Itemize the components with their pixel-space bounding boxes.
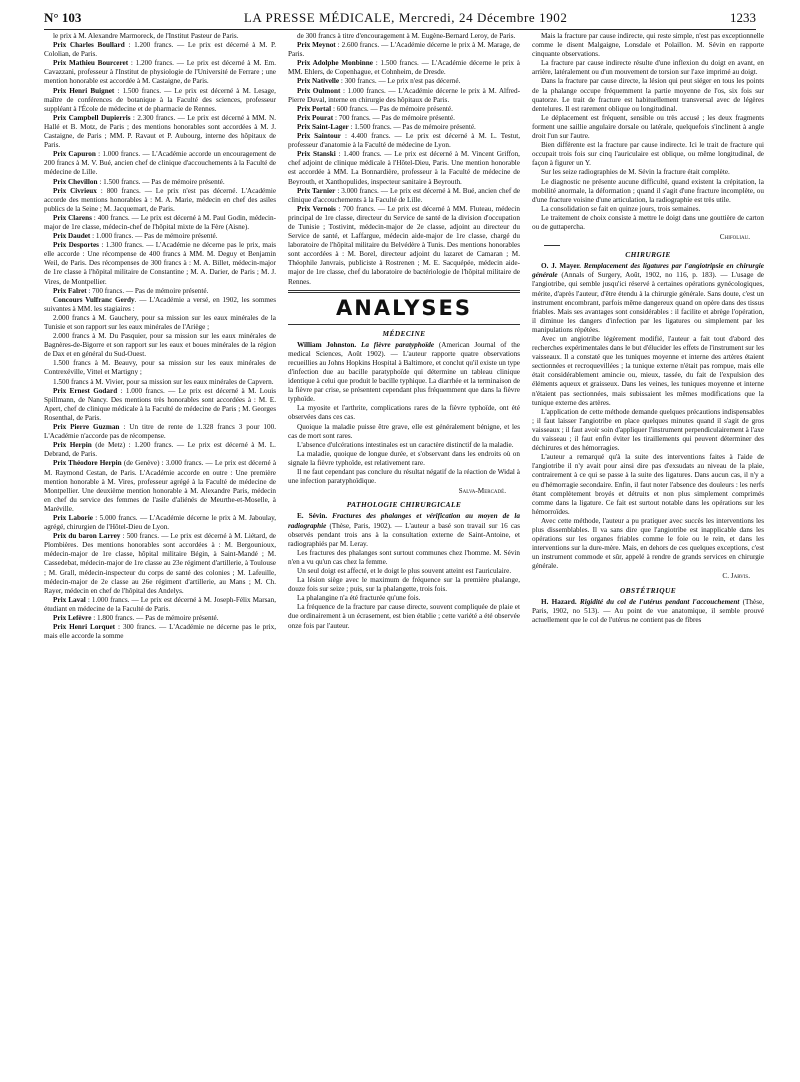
- paragraph: [44, 459, 276, 514]
- paragraph-text: : 1.000 francs. — Le prix est décerné à M. Joseph-Félix Marsan, étudiant en médecine de la Faculté de Paris.: [44, 595, 276, 613]
- paragraph-lead: Prix du baron Larrey: [53, 532, 121, 541]
- paragraph-text: Le traitement de choix consiste à mettre le doigt dans une gouttière de carton ou de guttapercha.: [532, 213, 764, 231]
- paragraph: [288, 423, 520, 441]
- paragraph-lead: Prix Saint-Lager: [297, 122, 349, 131]
- paragraph-text: Un seul doigt est affecté, et le doigt le plus souvent atteint est l'auriculaire.: [297, 566, 512, 575]
- paragraph: [44, 596, 276, 614]
- paragraph-lead: Prix Nativelle: [297, 77, 340, 86]
- paragraph-text: La consolidation se fait en quinze jours, trois semaines.: [541, 204, 701, 213]
- paragraph-text: La lésion siège avec le maximum de fréquence sur la première phalange, douze fois sur seize ; puis, sur la phalangette, trois fois.: [288, 576, 520, 594]
- paragraph: [288, 549, 520, 567]
- paragraph-lead: Prix Stanski: [297, 150, 336, 159]
- paragraph-lead: Prix Mathieu Bourceret: [53, 59, 129, 68]
- journal-title: LA PRESSE MÉDICALE, Mercredi, 24 Décembre 1902: [243, 9, 568, 25]
- paragraph-lead: Prix Herpin: [53, 441, 92, 450]
- paragraph-lead: William Johnston.: [297, 340, 357, 349]
- paragraph: [288, 404, 520, 422]
- paragraph: [44, 214, 276, 232]
- paragraph-text: : 1.400 francs. — Le prix est décerné à M. Vincent Griffon, chef adjoint de clinique médicale à l'Hôtel-Dieu, Paris. Une mention honorable est accordée à MM. La Bonnardière, professeur à la Faculté de médecine de Beyrouth, et Xanthopulides, inspecteur sanitaire à Beyrouth.: [288, 150, 520, 186]
- paragraph: [44, 359, 276, 377]
- paragraph-text: L'auteur a remarqué qu'à la suite des interventions faites à l'aide de l'angiotribe il n'y avait pour ainsi dire pas d'exsudats au niveau de la plaie, contrairement à ce qui se passe à la suite des ligatures. Dans aucun cas, il n'y a eu d'hémorragie secondaire. Enfin, il faut noter l'absence des douleurs : les nerfs étant complètement broyés et détruits et non plus simplement comprimés comme dans la ligature. Ce fait est surtout notable dans les opérations sur les hémorroïdes.: [532, 453, 764, 516]
- paragraph-text: Le déplacement est fréquent, sensible ou très accusé ; les deux fragments forment une saillie angulaire dorsale ou latérale, quelquefois s'inclinent à angle droit l'un sur l'autre.: [532, 113, 764, 141]
- paragraph-text: 2.000 francs à M. Gauchery, pour sa mission sur les eaux minérales de la Tunisie et son rapport sur les eaux minérales de l'Ariège ;: [44, 313, 276, 331]
- paragraph: [288, 576, 520, 594]
- paragraph-text: Quoique la maladie puisse être grave, elle est généralement bénigne, et les cas de mort sont rares.: [288, 422, 520, 440]
- article-title: Remplacement des ligatures par l'angiotripsie en chirurgie générale: [532, 262, 764, 280]
- paragraph-text: Sur les seize radiographies de M. Sévin la fracture était complète.: [541, 168, 730, 177]
- paragraph: [44, 287, 276, 296]
- paragraph-text: : 800 francs. — Le prix n'est pas décerné. L'Académie accorde des mentions honorables à : M. A. Marie, médecin en chef des asiles publics de la Seine ; M. Jacquemart, de Paris.: [44, 186, 276, 213]
- prize-list-2: [288, 32, 520, 287]
- paragraph-text: : 300 francs. — Le prix n'est pas décerné.: [339, 77, 461, 86]
- paragraph: [288, 468, 520, 486]
- page-header: [44, 6, 756, 30]
- paragraph: [288, 123, 520, 132]
- paragraph: [44, 178, 276, 187]
- paragraph-lead: Prix Falret: [53, 286, 87, 295]
- paragraph-text: Dans la fracture par cause directe, la lésion qui peut siéger en tous les points de la phalange occupe fréquemment la partie moyenne de l'os, six fois sur quatorze. Le trait de fracture est habituellement transversal avec de légères dentelures. Il est rarement oblique ou longitudinal.: [532, 77, 764, 113]
- paragraph-text: : 500 francs. — Le prix est décerné à M. Liétard, de Plombières. Des mentions honorables sont accordées à : M. Bergounioux, médecin-major de 1re classe, hôpital militaire Bégin, à Saint-Mandé ; M. Cassedebat, médecin-major de 1re classe au 23e régiment d'artillerie, à Toulouse ; M. Grall, médecin-inspecteur du corps de santé des colonies ; M. Lafeuille, médecin-major de 2e classe au 26e régiment d'artillerie, au Mans ; M. Ch. Rayer, médecin en chef de l'hôpital des Andelys.: [44, 532, 276, 595]
- section-obstetrique: OBSTÉTRIQUE: [619, 585, 677, 595]
- paragraph-lead: Prix Civrieux: [53, 186, 97, 195]
- paragraph: [532, 598, 764, 625]
- paragraph-text: Les fractures des phalanges sont surtout communes chez l'homme. M. Sévin n'en a vu qu'un cas chez la femme.: [288, 548, 520, 566]
- paragraph-text: L'application de cette méthode demande quelques précautions indispensables ; il faut laisser l'angiotribe en place quelques minutes quand il s'agit de gros vaisseaux ; il faut avoir soin d'appliquer l'instrument perpendiculairement à l'axe du vaisseau ; il faut enfin éviter les tiraillements qui peuvent déterminer des déchirures et des hémorragies.: [532, 407, 764, 453]
- paragraph: [288, 441, 520, 450]
- paragraph-lead: Prix Adolphe Monbinne: [297, 59, 373, 68]
- paragraph: [532, 262, 764, 335]
- paragraph-text: : 1.000 francs. — Pas de mémoire présenté.: [90, 232, 218, 241]
- paragraph-text: : 1.000 francs. — Le prix est décerné à M. Louis Spillmann, de Nancy. Des mentions très honorables sont accordées à : M. E. Apert, chef de clinique médicale à la Faculté de médecine de Paris ; M. Georges Rosenthal, de Paris.: [44, 386, 276, 422]
- paragraph: [288, 150, 520, 186]
- paragraph-lead: Prix Oulmont: [297, 86, 341, 95]
- paragraph-text: Bien différente est la fracture par cause indirecte. Ici le trait de fracture qui occupait trois fois sur cinq l'auriculaire est oblique, ou même longitudinal, de façon à figurer un Y.: [532, 141, 764, 168]
- paragraph-text: : 700 francs. — Pas de mémoire présenté.: [333, 113, 455, 122]
- paragraph-text: : 1.000 francs. — L'Académie décerne le prix à M. Alfred-Pierre Duval, interne en chirurgie des hôpitaux de Paris.: [288, 86, 520, 104]
- section-chirurgie: CHIRURGIE: [625, 250, 671, 260]
- paragraph-lead: Prix Meynot: [297, 41, 336, 50]
- paragraph: [44, 623, 276, 641]
- analyses-heading: ANALYSES: [336, 295, 472, 320]
- article-sevin: [288, 512, 520, 630]
- paragraph-lead: Prix Clarens: [53, 213, 92, 222]
- paragraph-lead: Prix Vernois: [297, 204, 336, 213]
- paragraph-text: Mais la fracture par cause indirecte, qui reste simple, n'est pas exceptionnelle comme le disent Malgaigne, Lonsdale et Polaillon. M. Sévin en rapporte cinquante observations.: [532, 32, 764, 59]
- heading-divider: [288, 324, 520, 325]
- paragraph-text: Le diagnostic ne présente aucune difficulté, quand existent la crépitation, la mobilité anormale, la déformation ; quand il s'agit d'une fracture incomplète, ou d'une fracture voisine d'une articulation, la radiographie est très utile.: [532, 177, 764, 204]
- paragraph-text: (Annals of Surgery, Août, 1902, no 116, p. 183). — L'usage de l'angiotribe, qui semble jusqu'ici réservé à certaines opérations gynécologiques, mérite, d'après l'auteur, d'être étendu à la chirurgie générale. Sans doute, c'est un instrument encombrant, parfois même dangereux quand on opère dans des tissus friables. Mais ses avantages sont considérables : il facilite et abrège l'opération, il diminue les dangers d'infection par les ligatures ou simplement par les manipulations répétées.: [532, 271, 764, 334]
- paragraph: [44, 296, 276, 314]
- section-divider: [288, 290, 520, 293]
- paragraph-text: Il ne faut cependant pas conclure du résultat négatif de la réaction de Widal à une infection paratyphoïdique.: [288, 468, 520, 486]
- paragraph: [532, 205, 764, 214]
- paragraph: [288, 450, 520, 468]
- paragraph: [288, 59, 520, 77]
- paragraph-text: : 1.200 francs. — Le prix est décerné à M. P. Cololian, de Paris.: [44, 41, 276, 59]
- paragraph-lead: H. Hazard.: [541, 597, 577, 606]
- article-title: Fractures des phalanges et vérification au moyen de la radiographie: [288, 512, 520, 530]
- paragraph-lead: Prix Henri Buignet: [53, 86, 115, 95]
- paragraph-lead: Prix Campbell Dupierris: [53, 113, 131, 122]
- paragraph: [44, 314, 276, 332]
- article-sevin-continued: [532, 32, 764, 232]
- column-middle: [288, 32, 520, 1076]
- paragraph: [532, 59, 764, 77]
- paragraph-lead: Prix Daudet: [53, 232, 91, 241]
- paragraph-text: (Thèse, Paris, 1902, no 513). — Au point de vue anatomique, il semble prouvé actuellement que le col de l'utérus ne contient pas de fibres: [532, 597, 764, 624]
- paragraph-text: : 1.000 francs. — L'Académie accorde un encouragement de 200 francs à M. V. Bué, ancien chef de clinique d'accouchements à la Faculté de médecine de Lille.: [44, 150, 276, 177]
- column-left: [44, 32, 276, 1076]
- paragraph: [532, 335, 764, 408]
- paragraph-lead: E. Sévin.: [297, 512, 328, 521]
- paragraph: [288, 32, 520, 41]
- paragraph-text: (de Metz) : 1.200 francs. — Le prix est décerné à M. L. Debrand, de Paris.: [44, 441, 276, 459]
- paragraph-text: : 400 francs. — Le prix est décerné à M. Paul Godin, médecin-major de 1re classe, médecin-chef de l'hôpital mixte de la Fère (Aisne).: [44, 213, 276, 231]
- paragraph-lead: Prix Laborie: [53, 513, 93, 522]
- article-title: La fièvre paratyphoïde: [356, 340, 435, 349]
- paragraph: [532, 178, 764, 205]
- paragraph-text: (American Journal of the medical Sciences, Août 1902). — L'auteur rapporte quatre observations recueillies au Johns Hopkins Hospital à Baltimore, et conclut qu'il existe un type d'infection due au bacille paratyphoïde qui détermine un tableau clinique identique à celui que produit le bacille typhique. La diarrhée et la terminaison de la fièvre par crise, se présentent cependant plus fréquemment que dans la fièvre typhoïde.: [288, 340, 520, 404]
- paragraph: [44, 187, 276, 214]
- prize-list-1: [44, 32, 276, 641]
- paragraph: [532, 32, 764, 59]
- paragraph: [288, 205, 520, 287]
- article-title: Rigidité du col de l'utérus pendant l'accouchement: [576, 597, 740, 606]
- issue-number: N° 103: [44, 9, 82, 25]
- column-right: [532, 32, 764, 1076]
- paragraph: [44, 41, 276, 59]
- paragraph-text: 1.500 francs à M. Vivier, pour sa mission sur les eaux minérales de Capvern.: [53, 377, 274, 386]
- paragraph-text: 2.000 francs à M. Du Pasquier, pour sa mission sur les eaux minérales de Bagnères-de-Bigorre et son rapport sur les eaux et boues minérales de la région de Dax et en général du Sud-Ouest.: [44, 332, 276, 359]
- paragraph-lead: Prix Chevillon: [53, 177, 98, 186]
- paragraph-lead: Prix Lefèvre: [53, 614, 92, 622]
- paragraph: [288, 114, 520, 123]
- paragraph-text: : 2.300 francs. — Le prix est décerné à MM. N. Hallé et B. Motz, de Paris ; des mentions honorables sont accordées à M. J. Castaigne, de Paris ; MM. P. Ravaut et P. Aubourg, interne des hôpitaux de Paris.: [44, 113, 276, 150]
- paragraph: [44, 32, 276, 41]
- paragraph: [288, 132, 520, 150]
- paragraph-text: : 600 francs. — Pas de mémoire présenté.: [331, 104, 453, 113]
- paragraph-text: (Thèse, Paris, 1902). — L'auteur a basé son travail sur 16 cas observés pendant trois ans à la consultation externe de Saint-Antoine, et radiographiés par M. Leray.: [288, 521, 520, 548]
- paragraph: [44, 441, 276, 459]
- paragraph: [288, 341, 520, 405]
- article-johnston: [288, 341, 520, 487]
- paragraph-lead: O. J. Mayer.: [541, 262, 581, 271]
- paragraph: [44, 387, 276, 423]
- paragraph-text: Avec un angiotribe légèrement modifié, l'auteur a fait tout d'abord des recherches expérimentales dans le but d'élucider les effets de l'instrument sur les vaisseaux. Il a constaté que les tuniques moyenne et interne des artères étaient sectionnées et recroquevillées ; la tunique externe n'était pas rompue, mais elle était considérablement amincie ou, mieux, tassée, du fait de l'expulsion des éléments aqueux et graisseux. Dans les veines, les tuniques moyenne et interne n'étaient pas sectionnées, mais subissaient les mêmes modifications que la tunique externe des artères.: [532, 335, 764, 407]
- paragraph-lead: Prix Charles Boullard: [53, 41, 125, 50]
- paragraph-text: : 300 francs. — L'Académie ne décerne pas le prix, mais elle accorde la somme: [44, 623, 276, 641]
- paragraph: [44, 614, 276, 623]
- paragraph-text: : 1.500 francs. — Le prix est décerné à M. Lesage, maître de conférences de botanique à la Faculté des sciences, professeur suppléant à l'École de médecine et de pharmacie de Rennes.: [44, 86, 276, 113]
- paragraph: [288, 603, 520, 630]
- paragraph-text: : 1.500 francs. — Pas de mémoire présenté.: [348, 122, 476, 131]
- article-mayer: [532, 262, 764, 571]
- paragraph: [44, 114, 276, 150]
- paragraph-lead: Prix Capuron: [53, 150, 96, 159]
- paragraph-text: 1.500 francs à M. Beauvy, pour sa mission sur les eaux minérales de Contrexéville, Vittel et Martigny ;: [44, 359, 276, 377]
- paragraph-text: : 1.500 francs. — Pas de mémoire présenté.: [97, 177, 225, 186]
- paragraph: [44, 59, 276, 86]
- paragraph-text: . — L'Académie a versé, en 1902, les sommes suivantes à MM. les stagiaires :: [44, 295, 276, 313]
- paragraph: [288, 594, 520, 603]
- paragraph: [532, 168, 764, 177]
- paragraph-text: : 2.600 francs. — L'Académie décerne le prix à M. Marage, de Paris.: [288, 41, 520, 59]
- signature-salva: Salva-Mercadé.: [458, 487, 506, 496]
- paragraph: [532, 408, 764, 453]
- paragraph: [44, 514, 276, 532]
- section-medecine: MÉDECINE: [382, 328, 426, 338]
- paragraph: [44, 232, 276, 241]
- paragraph: [288, 512, 520, 548]
- paragraph-text: : 1.800 francs. — Pas de mémoire présenté.: [91, 614, 219, 622]
- paragraph-lead: Prix Henri Lorquet: [53, 623, 116, 632]
- page-number: 1233: [729, 9, 756, 25]
- paragraph: [288, 77, 520, 86]
- signature-chifoliau: Chifoliau.: [719, 233, 750, 242]
- paragraph-text: : 1.300 francs. — L'Académie ne décerne pas le prix, mais elle accorde : Une récompense de 400 francs à MM. M. Deguy et Benjamin Weil, de Paris. Des récompenses de 300 francs à : M. A. Billet, médecin-major de 1re classe à l'hôpital militaire de Constantine ; M. A. Darier, de Paris ; M. J. Vires, de Montpellier.: [44, 241, 276, 286]
- paragraph-lead: Concours Vulfranc Gerdy: [53, 295, 135, 304]
- paragraph: [532, 517, 764, 572]
- paragraph: [44, 150, 276, 177]
- paragraph-text: : 3.000 francs. — Le prix est décerné à M. Bué, ancien chef de clinique d'accouchements à la Faculté de Lille.: [288, 186, 520, 204]
- paragraph: [44, 87, 276, 114]
- paragraph-text: : 700 francs. — Pas de mémoire présenté.: [86, 286, 209, 295]
- paragraph: [532, 453, 764, 517]
- paragraph-text: L'absence d'ulcérations intestinales est un caractère distinctif de la maladie.: [297, 440, 514, 449]
- paragraph-text: La maladie, quoique de longue durée, et s'observant dans les endroits où on signale la fièvre typhoïde, est relativement rare.: [288, 449, 520, 467]
- paragraph: [288, 41, 520, 59]
- paragraph: [44, 423, 276, 441]
- paragraph-text: Avec cette méthode, l'auteur a pu pratiquer avec succès les interventions les plus dissemblables. Il va sans dire que l'angiotribe est inapplicable dans les opérations sur les organes friables comme le foie ou le rein, et dans les interventions sur la dure-mère. Mais, en dehors de ces quelques exceptions, c'est un instrument commode et sûr, appelé à rendre de grands services en chirurgie générale.: [532, 516, 764, 571]
- article-hazard: [532, 598, 764, 625]
- paragraph: [44, 378, 276, 387]
- small-divider: [544, 245, 560, 246]
- signature-jarvis: C. Jarvis.: [722, 572, 750, 581]
- paragraph: [532, 114, 764, 141]
- paragraph-text: : Un titre de rente de 1.328 francs 3 pour 100. L'Académie n'accorde pas de récompense.: [44, 423, 276, 441]
- paragraph-text: : 5.000 francs. — L'Académie décerne le prix à M. Jaboulay, agrégé, chirurgien de l'Hôtel-Dieu de Lyon.: [44, 513, 276, 532]
- paragraph-text: : 1.500 francs. — L'Académie décerne le prix à MM. Ehlers, de Copenhague, et Cohnheim, de Dresde.: [288, 59, 520, 77]
- paragraph: [532, 77, 764, 113]
- paragraph-lead: Prix Théodore Herpin: [53, 459, 122, 468]
- paragraph-text: : 700 francs. — Le prix est décerné à MM. Fluteau, médecin principal de 1re classe, directeur du Service de santé de la division d'occupation de Tunisie ; Tostivint, médecin-major de 2e classe, adjoint au directeur du Service de santé, et Laffargue, médecin aide-major de 1re classe, chargé du laboratoire de l'hôpital militaire du Belvédère à Tunis. Des mentions honorables sont accordées à : M. Borel, directeur adjoint du lazaret de Camaran ; M. Théophile Janvrais, publiciste à Rostrenen ; M. E. Sacquépée, médecin aide-major de 1re classe, chef du laboratoire de bactériologie de l'hôpital militaire de Rennes.: [288, 204, 520, 286]
- paragraph-text: de 300 francs à titre d'encouragement à M. Eugène-Bernard Leroy, de Paris.: [297, 32, 516, 40]
- paragraph: [288, 567, 520, 576]
- paragraph-text: (de Genève) : 3.000 francs. — Le prix est décerné à M. Raymond Cestan, de Paris. L'Académie accorde en outre : Une première mention honorable à M. Vires, professeur agrégé à la Faculté de médecine de Montpellier. Une deuxième mention honorable à M. Alexandre Paris, médecin en chef du service des femmes de l'asile d'aliénés de Meurthe-et-Moselle, à Maréville.: [44, 459, 276, 513]
- paragraph-text: La fracture par cause indirecte résulte d'une inflexion du doigt en avant, en arrière, latéralement ou d'un mouvement de torsion sur l'axe imprimé au doigt.: [532, 59, 764, 77]
- paragraph: [288, 87, 520, 105]
- paragraph: [532, 141, 764, 168]
- section-pathologie: PATHOLOGIE CHIRURGICALE: [346, 500, 462, 510]
- paragraph-lead: Prix Portal: [297, 104, 332, 113]
- paragraph-lead: Prix Tarnier: [297, 186, 336, 195]
- paragraph-text: le prix à M. Alexandre Marmoreck, de l'Institut Pasteur de Paris.: [53, 32, 239, 40]
- paragraph-lead: Prix Desportes: [53, 241, 99, 250]
- paragraph: [288, 105, 520, 114]
- paragraph-text: La myosite et l'arthrite, complications rares de la fièvre typhoïde, ont été observées dans ces cas.: [288, 404, 520, 422]
- paragraph-text: : 4.400 francs. — Le prix est décerné à M. L. Testut, professeur d'anatomie à la Faculté de médecine de Lyon.: [288, 132, 520, 150]
- paragraph-lead: Prix Laval: [53, 595, 86, 604]
- paragraph-lead: Prix Ernest Godard: [53, 386, 118, 395]
- paragraph-lead: Prix Pierre Guzman: [53, 423, 120, 432]
- paragraph: [532, 214, 764, 232]
- paragraph: [44, 332, 276, 359]
- paragraph-text: La phalangine n'a été fracturée qu'une fois.: [297, 594, 421, 603]
- paragraph: [44, 532, 276, 596]
- paragraph: [44, 241, 276, 286]
- paragraph-text: : 1.200 francs. — Le prix est décerné à M. Em. Cavazzani, professeur à l'Institut de physiologie de l'Université de Ferrare ; une mention honorable est accordée à M. Castaigne, de Paris.: [44, 59, 276, 86]
- paragraph-text: La fréquence de la fracture par cause directe, souvent compliquée de plaie et due ordinairement à un écrasement, est bien établie ; cette variété a été observée onze fois par l'auteur.: [288, 603, 520, 630]
- paragraph: [288, 187, 520, 205]
- paragraph-lead: Prix Saintour: [297, 132, 341, 141]
- paragraph-lead: Prix Pourat: [297, 113, 334, 122]
